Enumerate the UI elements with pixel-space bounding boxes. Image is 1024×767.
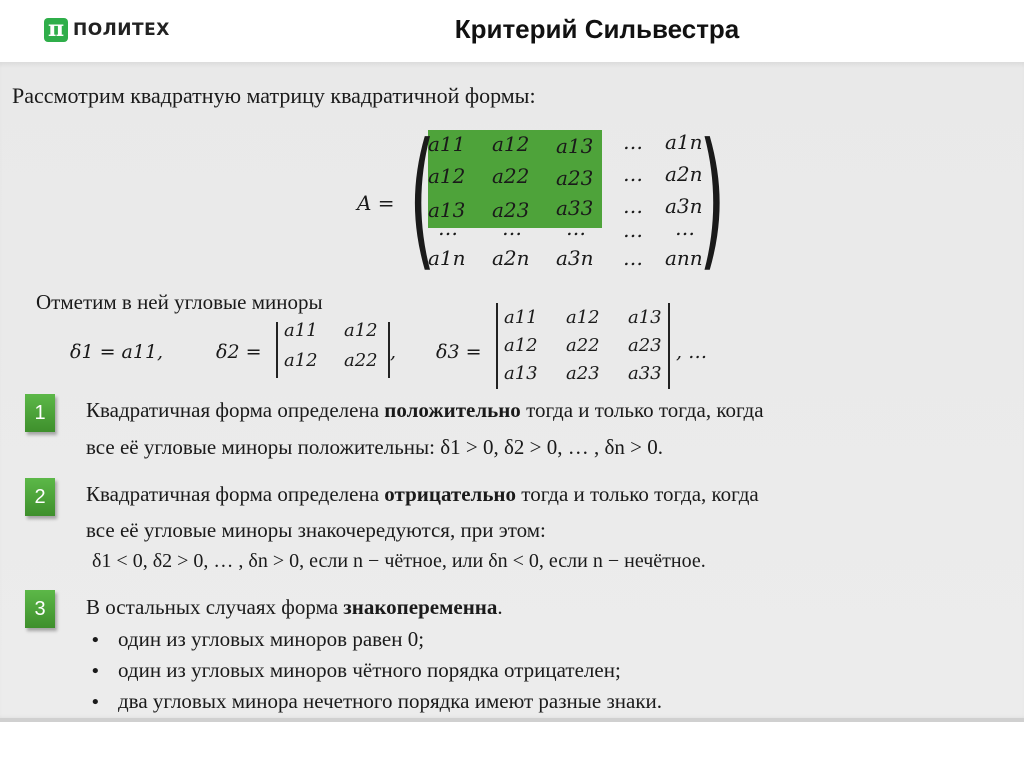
delta2-label: δ2 = — [216, 341, 262, 363]
matrix-cell: a3n — [556, 246, 594, 270]
criterion-1-line2: все её угловые миноры положительны: δ1 > 0, δ2 > 0, … , δn > 0. — [86, 435, 663, 459]
matrix-cell: a2n — [665, 162, 703, 186]
matrix-cell: a11 — [428, 132, 466, 156]
bullet-icon: • — [90, 661, 101, 682]
matrix-cell: a13 — [556, 134, 594, 158]
det-cell: a12 — [284, 350, 318, 371]
matrix-cell: a23 — [556, 166, 594, 190]
criterion-3-bullet-2: один из угловых миноров чётного порядка отрицателен; — [118, 658, 621, 682]
det-cell: a11 — [284, 320, 318, 341]
det-cell: a23 — [566, 363, 600, 384]
delta3-determinant — [496, 303, 670, 389]
det-cell: a12 — [504, 335, 538, 356]
slide-header — [0, 0, 1024, 63]
matrix-cell: ann — [665, 246, 703, 270]
matrix-cell: a1n — [665, 130, 703, 154]
matrix-cell: … — [438, 216, 458, 240]
delta-tail: , … — [676, 341, 708, 363]
criterion-2-line1: Квадратичная форма определена отрицательно тогда и только тогда, когда — [86, 482, 759, 506]
matrix-cell: … — [623, 162, 643, 186]
matrix-cell: a23 — [492, 198, 530, 222]
matrix-cell: a2n — [492, 246, 530, 270]
matrix-cell: a1n — [428, 246, 466, 270]
matrix-cell: a12 — [492, 132, 530, 156]
matrix-a — [405, 112, 726, 286]
matrix-cell: … — [675, 216, 695, 240]
matrix-cell: a22 — [492, 164, 530, 188]
pi-logo-icon: π — [44, 18, 68, 42]
delta1-formula: δ1 = a11, — [70, 341, 164, 363]
criterion-2-badge: 2 — [25, 478, 55, 516]
matrix-cell: … — [566, 216, 586, 240]
det-cell: a13 — [628, 307, 662, 328]
delta2-determinant — [276, 322, 390, 378]
matrix-cell: … — [623, 130, 643, 154]
det-cell: a22 — [344, 350, 378, 371]
det-cell: a11 — [504, 307, 538, 328]
delta2-comma: , — [390, 341, 397, 363]
bullet-icon: • — [90, 692, 101, 713]
criterion-3-badge: 3 — [25, 590, 55, 628]
det-cell: a22 — [566, 335, 600, 356]
logo-text: ПОЛИТЕХ — [73, 20, 170, 40]
matrix-cell: a3n — [665, 194, 703, 218]
matrix-label: A = — [357, 191, 395, 215]
matrix-cell: … — [623, 194, 643, 218]
matrix-cell: … — [623, 218, 643, 242]
left-paren: ( — [409, 112, 436, 286]
det-cell: a13 — [504, 363, 538, 384]
matrix-cell: a33 — [556, 196, 594, 220]
matrix-cell: a12 — [428, 164, 466, 188]
slide-title: Критерий Сильвестра — [454, 14, 740, 44]
minors-intro: Отметим в ней угловые миноры — [36, 290, 323, 314]
criterion-2-line2: все её угловые миноры знакочередуются, при этом: — [86, 518, 546, 542]
det-cell: a12 — [344, 320, 378, 341]
criterion-3-line1: В остальных случаях форма знакопеременна. — [86, 595, 503, 619]
criterion-3-bullet-1: один из угловых миноров равен 0; — [118, 627, 425, 651]
matrix-cell: a13 — [428, 198, 466, 222]
matrix-cell: … — [502, 216, 522, 240]
intro-text: Рассмотрим квадратную матрицу квадратичной формы: — [12, 83, 536, 108]
criterion-3-bullet-3: два угловых минора нечетного порядка имеют разные знаки. — [118, 689, 663, 713]
criterion-1-line1: Квадратичная форма определена положительно тогда и только тогда, когда — [86, 398, 764, 422]
delta3-label: δ3 = — [436, 341, 482, 363]
det-cell: a23 — [628, 335, 662, 356]
right-paren: ) — [699, 112, 726, 286]
det-cell: a12 — [566, 307, 600, 328]
bullet-icon: • — [90, 630, 101, 651]
criterion-2-line3: δ1 < 0, δ2 > 0, … , δn > 0, если n − чётное, или δn < 0, если n − нечётное. — [92, 550, 706, 572]
matrix-cell: … — [623, 246, 643, 270]
det-cell: a33 — [628, 363, 662, 384]
criterion-1-badge: 1 — [25, 394, 55, 432]
